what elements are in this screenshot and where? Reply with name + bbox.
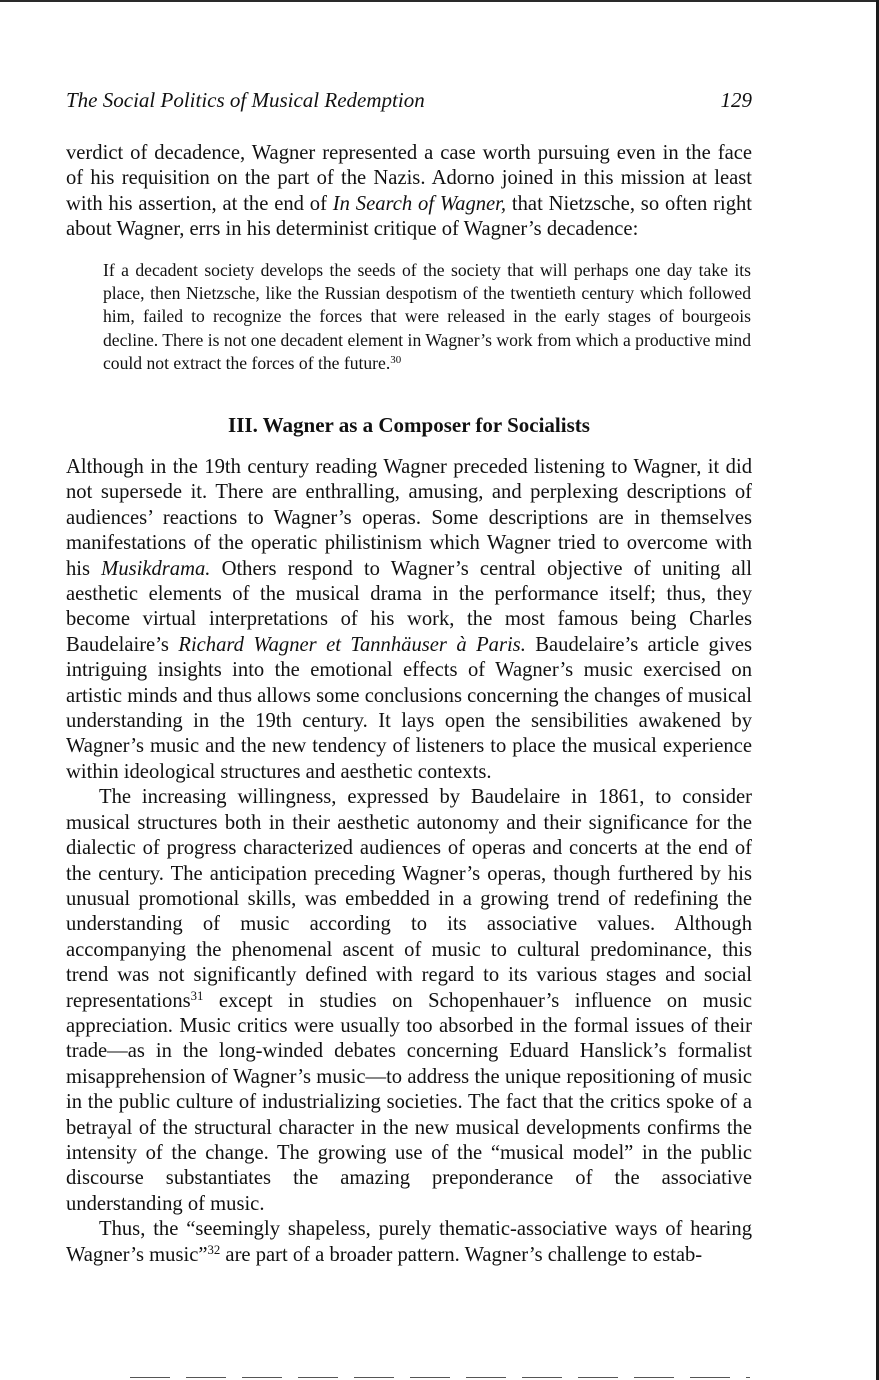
paragraph-2: The increasing willingness, expressed by Baudelaire in 1861, to consider musical structures both in their aesthetic autonomy and their significance for the dialectic of progress characterized audiences of operas and concerts at the end of the century. The anticipation preceding Wagner’s operas, though furthered by his unusual promotional skills, was embedded in a growing trend of redefining the understanding of music according to its associative values. Although accompanying the phenomenal ascent of music to cultural predominance, this trend was not significantly defined with regard to its various stages and social representations$^{31}$ except in studies on Schopenhauer’s influence on music appreciation. Music critics were usually too absorbed in the formal issues of their trade—as in the long-winded debates concerning Eduard Hanslick’s formalist misapprehension of Wagner’s music—to address the unique repositioning of music in the public culture of industrializing societies. The fact that the critics spoke of a betrayal of the structural character in the new musical developments confirms the intensity of the change. The growing use of the “musical model” in the public discourse substantiates the amazing preponderance of the associative understanding of music. (66, 786, 752, 1215)
running-header (66, 88, 752, 113)
body-text (66, 455, 752, 1268)
term-musikdrama: Musikdrama. (101, 557, 211, 580)
running-title: The Social Politics of Musical Redemption (66, 88, 425, 112)
footnote-ref-32: 32 (207, 1242, 221, 1257)
paragraph-3: Thus, the “seemingly shapeless, purely thematic-associative ways of hearing Wagner’s music”$^{32}$ are part of a broader pattern. Wagner’s challenge to estab- (66, 1218, 752, 1266)
opening-paragraph-block (66, 141, 752, 243)
book-title-in-search-of-wagner: In Search of Wagner, (332, 192, 507, 215)
page-number: 129 (720, 88, 752, 112)
footnote-ref-31: 31 (190, 988, 204, 1003)
section-heading: III. Wagner as a Composer for Socialists (228, 413, 590, 437)
opening-paragraph: verdict of decadence, Wagner represented a case worth pursuing even in the face of his requisition on the part of the Nazis. Adorno joined in this mission at least with his assertion, at the end of In Search of Wagner, that Nietzsche, so often right about Wagner, errs in his determinist critique of Wagner’s decadence: (66, 142, 753, 241)
page-top-edge (0, 0, 879, 2)
paragraph-1: Although in the 19th century reading Wagner preceded listening to Wagner, it did not supersede it. There are enthralling, amusing, and perplexing descriptions of audiences’ reactions to Wagner’s operas. Some descriptions are in themselves manifestations of the operatic philistinism which Wagner tried to overcome with his Musikdrama. Others respond to Wagner’s central objective of uniting all aesthetic elements of the musical drama in the performance itself; thus, they become virtual interpretations of his work, the most famous being Charles Baudelaire’s Richard Wagner et Tannhäuser à Paris. Baudelaire’s article gives intriguing insights into the emotional effects of Wagner’s music exercised on artistic minds and thus allows some conclusions concerning the changes of musical understanding in the 19th century. It lays open the sensibilities awakened by Wagner’s music and the new tendency of listeners to place the musical experience within ideological structures and aesthetic contexts. (66, 456, 752, 783)
title-tannhauser: Richard Wagner et Tannhäuser à Paris. (178, 633, 526, 656)
bottom-dashed-rule (130, 1377, 750, 1378)
block-quote: If a decadent society develops the seeds of the society that will perhaps one day take its place, then Nietzsche, like the Russian despotism of the twentieth century which followed him, failed to recognize the forces that were released in the early stages of bourgeois decline. There is not one decadent element in Wagner’s work from which a productive mind could not extract the forces of the future.$^{30}$ (103, 260, 751, 373)
footnote-ref-30: 30 (390, 353, 402, 366)
